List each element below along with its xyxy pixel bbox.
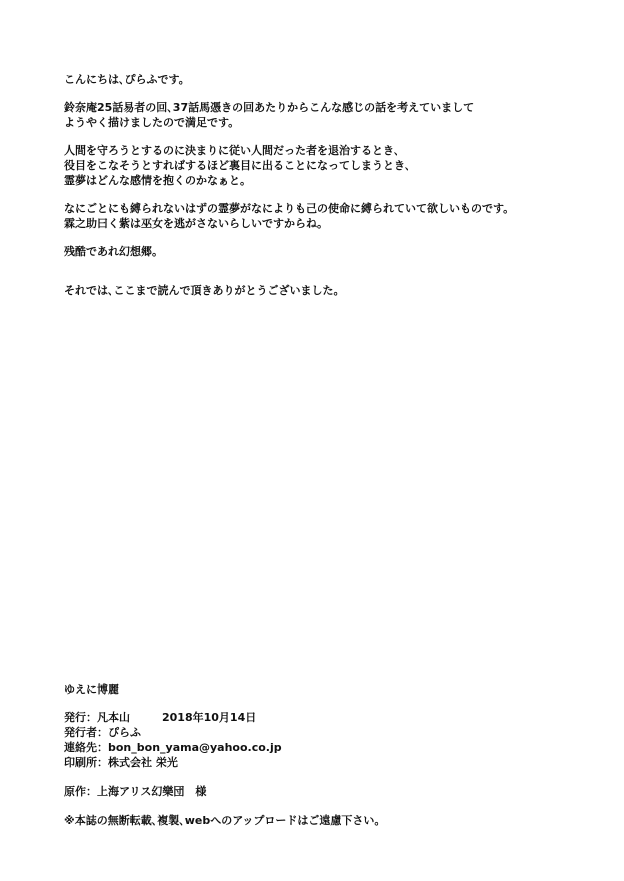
text-line: 鈴奈庵25話易者の回､37話馬憑きの回あたりからこんな感じの話を考えていまして: [64, 101, 475, 114]
publisher-row: 発行者：ぴらふ: [64, 726, 141, 739]
book-title: ゆえに博麗: [64, 683, 119, 696]
text-line: なにごとにも縛られないはずの霊夢がなによりも己の使命に縛られていて欲しいものです。: [64, 202, 515, 215]
spacer: [64, 799, 385, 813]
text-line: 役目をこなそうとすればするほど裏目に出ることになってしまうとき､: [64, 159, 411, 172]
inspiration-paragraph: [64, 100, 584, 130]
text-line: 霊夢はどんな感情を抱くのかなぁと。: [64, 174, 251, 187]
publish-date: 2018年10月14日: [162, 711, 257, 724]
motto-paragraph: [64, 244, 584, 259]
original-work-row: 原作：上海アリス幻樂団 様: [64, 785, 207, 798]
publish-row: [64, 710, 385, 725]
contact-row: 連絡先：bon_bon_yama@yahoo.co.jp: [64, 741, 282, 754]
afterword-section: [64, 72, 584, 272]
text-line: 霖之助曰く紫は巫女を逃がさないらしいですからね。: [64, 217, 328, 230]
colophon: [64, 682, 385, 828]
printer-row: 印刷所：株式会社 栄光: [64, 756, 178, 769]
greeting-line: こんにちは､ぴらふです。: [64, 73, 190, 86]
theme-paragraph: [64, 143, 584, 188]
text-line: ようやく描けましたので満足です。: [64, 116, 240, 129]
text-line: 残酷であれ幻想郷。: [64, 245, 163, 258]
wish-paragraph: [64, 201, 584, 231]
greeting-paragraph: [64, 72, 584, 87]
text-line: 人間を守ろうとするのに決まりに従い人間だった者を退治するとき､: [64, 144, 400, 157]
closing-line: それでは､ここまで読んで頂きありがとうございました。: [64, 284, 345, 297]
publish-label: 発行：凡本山: [64, 711, 130, 724]
spacer: [64, 770, 385, 784]
copyright-notice: ※本誌の無断転載､複製､webへのアップロードはご遠慮下さい。: [64, 814, 386, 827]
